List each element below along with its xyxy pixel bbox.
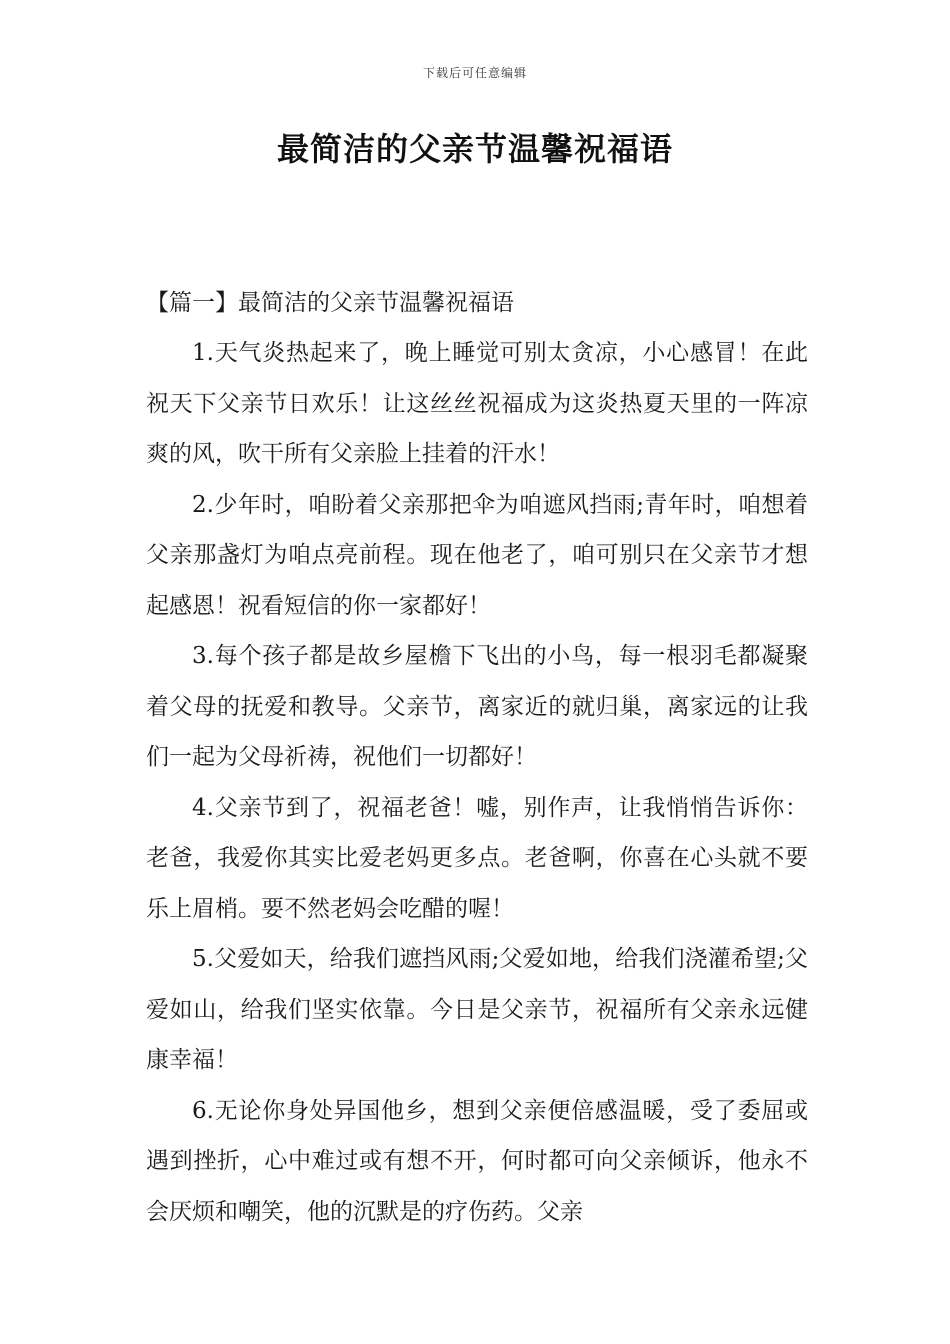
- document-body: [146, 278, 808, 1237]
- paragraph-2: 2.少年时，咱盼着父亲那把伞为咱遮风挡雨;青年时，咱想着父亲那盏灯为咱点亮前程。现在他老了，咱可别只在父亲节才想起感恩！祝看短信的你一家都好！: [146, 491, 808, 619]
- paragraph-3: 3.每个孩子都是故乡屋檐下飞出的小鸟，每一根羽毛都凝聚着父母的抚爱和教导。父亲节，离家近的就归巢，离家远的让我们一起为父母祈祷，祝他们一切都好！: [146, 643, 808, 770]
- paragraph-6: 6.无论你身处异国他乡，想到父亲便倍感温暖，受了委屈或遇到挫折，心中难过或有想不开，何时都可向父亲倾诉，他永不会厌烦和嘲笑，他的沉默是的疗伤药。父亲: [146, 1097, 808, 1225]
- document-title: 最简洁的父亲节温馨祝福语: [276, 130, 673, 168]
- paragraph-4: 4.父亲节到了，祝福老爸！嘘，别作声，让我悄悄告诉你：老爸，我爱你其实比爱老妈更多点。老爸啊，你喜在心头就不要乐上眉梢。要不然老妈会吃醋的喔！: [146, 794, 808, 922]
- paragraph-5: 5.父爱如天，给我们遮挡风雨;父爱如地，给我们浇灌希望;父爱如山，给我们坚实依靠。今日是父亲节，祝福所有父亲永远健康幸福！: [146, 946, 808, 1073]
- header-note: 下载后可任意编辑: [422, 66, 527, 80]
- section-heading: 【篇一】最简洁的父亲节温馨祝福语: [146, 290, 514, 316]
- paragraph-1: 1.天气炎热起来了，晚上睡觉可别太贪凉，小心感冒！在此祝天下父亲节日欢乐！让这丝丝祝福成为这炎热夏天里的一阵凉爽的风，吹干所有父亲脸上挂着的汗水！: [146, 340, 808, 467]
